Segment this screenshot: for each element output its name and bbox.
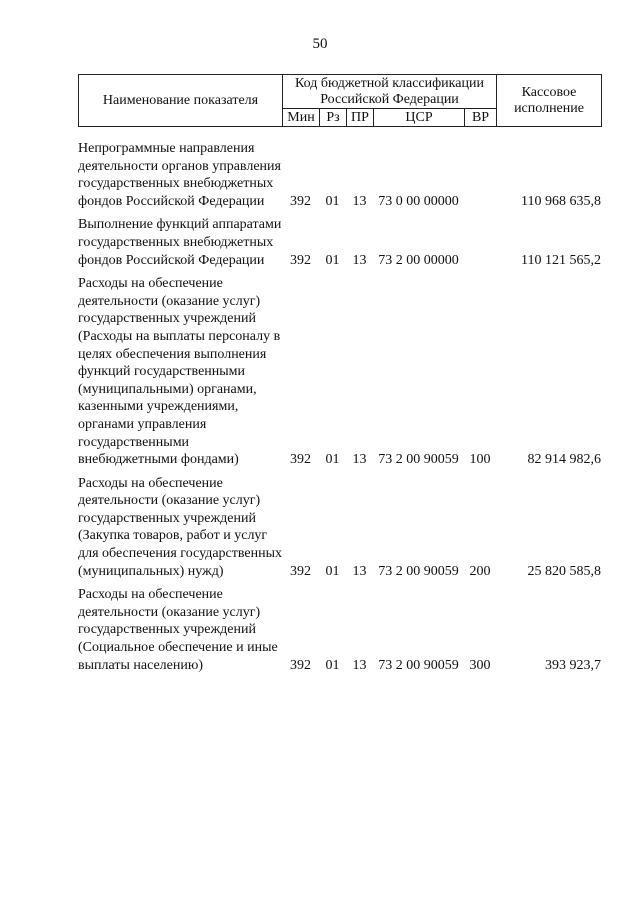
cell-pr: 13 (352, 452, 367, 468)
cell-name: Расходы на обеспечение деятельности (оказание услуг) государственных учреждений (Закупка товаров, работ и услуг для обеспечения государственных (муниципальных) нужд) (78, 475, 282, 579)
page-number: 50 (312, 36, 328, 52)
table-row (78, 475, 601, 587)
cell-pr: 13 (352, 193, 367, 209)
cell-pr: 13 (352, 657, 367, 673)
cell-min: 392 (290, 193, 311, 209)
table-row (78, 140, 601, 216)
cell-name: Расходы на обеспечение деятельности (оказание услуг) государственных учреждений (Социальное обеспечение и иные выплаты населению) (78, 587, 278, 673)
cell-name: Непрограммные направления деятельности органов управления государственных внебюджетных фондов Российской Федерации (78, 141, 281, 209)
cell-csr: 73 2 00 90059 (378, 563, 459, 579)
cell-rz: 01 (325, 252, 340, 268)
table-header (78, 74, 602, 127)
cell-vr: 100 (469, 452, 491, 468)
cell-amount: 393 923,7 (545, 657, 601, 673)
cell-csr: 73 2 00 90059 (378, 657, 459, 673)
table-row (78, 275, 601, 475)
cell-amount: 110 968 635,8 (521, 193, 601, 209)
cell-min: 392 (290, 452, 311, 468)
cell-csr: 73 0 00 00000 (378, 193, 459, 209)
cell-vr (464, 216, 496, 275)
cell-amount: 25 820 585,8 (527, 563, 601, 579)
cell-rz: 01 (325, 452, 340, 468)
cell-rz: 01 (325, 657, 340, 673)
table-row (78, 216, 601, 275)
cell-min: 392 (290, 657, 311, 673)
budget-table (78, 140, 601, 680)
header-min: Мин (283, 109, 320, 127)
header-vr: ВР (465, 109, 497, 127)
header-rz: Рз (320, 109, 347, 127)
cell-name: Выполнение функций аппаратами государственных внебюджетных фондов Российской Федерации (78, 217, 282, 268)
table-row (78, 586, 601, 680)
header-pr: ПР (347, 109, 374, 127)
cell-min: 392 (290, 252, 311, 268)
header-amount: Кассовое исполнение (497, 75, 602, 127)
header-code-group: Код бюджетной классификации Российской Федерации (283, 75, 497, 109)
cell-name: Расходы на обеспечение деятельности (оказание услуг) государственных учреждений (Расходы на выплаты персоналу в целях обеспечения выполнения функций государственными (муниципальными) органами, казенными учреждениями, органами управления государственными внебюджетными фондами) (78, 276, 281, 468)
cell-min: 392 (290, 563, 311, 579)
cell-csr: 73 2 00 90059 (378, 452, 459, 468)
cell-rz: 01 (325, 193, 340, 209)
table-body (78, 140, 601, 680)
header-csr: ЦСР (374, 109, 465, 127)
cell-vr: 200 (469, 563, 491, 579)
cell-vr (464, 140, 496, 216)
cell-pr: 13 (352, 252, 367, 268)
cell-amount: 82 914 982,6 (527, 452, 601, 468)
cell-vr: 300 (469, 657, 491, 673)
cell-rz: 01 (325, 563, 340, 579)
cell-csr: 73 2 00 00000 (378, 252, 459, 268)
header-name: Наименование показателя (79, 75, 283, 127)
cell-amount: 110 121 565,2 (521, 252, 601, 268)
cell-pr: 13 (352, 563, 367, 579)
